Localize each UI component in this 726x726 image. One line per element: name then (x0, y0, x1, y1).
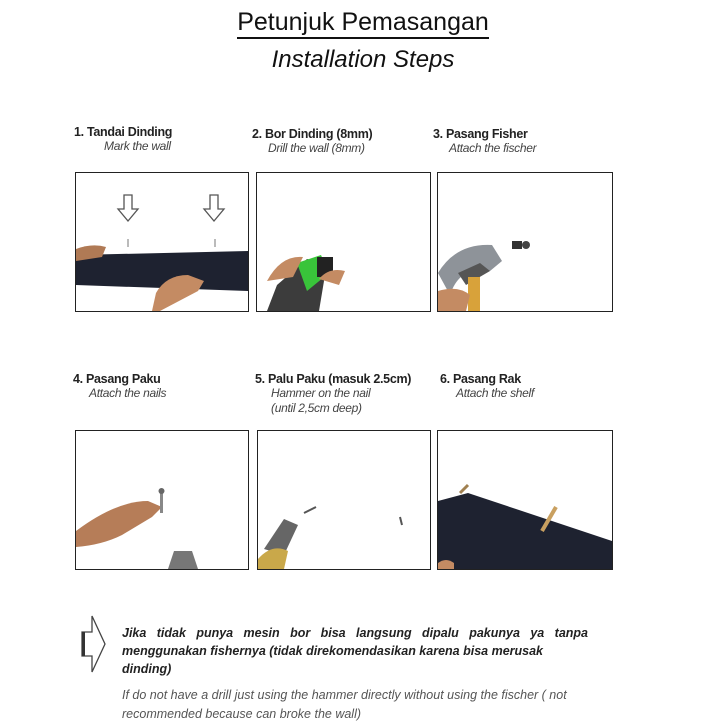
step-title: 3. Pasang Fisher (433, 127, 528, 141)
step-subtitle: Attach the nails (89, 386, 167, 400)
step-title: 2. Bor Dinding (8mm) (252, 127, 373, 141)
step-subtitle: Drill the wall (8mm) (268, 141, 365, 155)
mark-wall-image (75, 172, 249, 312)
step-title: 6. Pasang Rak (440, 372, 521, 386)
hammer-fischer-image (437, 172, 613, 312)
note-id-line-2: menggunakan fishernya (tidak direkomendasikan karena bisa merusak dinding) (122, 644, 543, 676)
step-title: 5. Palu Paku (masuk 2.5cm) (255, 372, 412, 386)
step-subtitle: Hammer on the nail (271, 386, 371, 400)
note-english: If do not have a drill just using the hammer directly without using the fischer ( not recommended because can broke the wall) (122, 688, 567, 721)
title-text: Petunjuk Pemasangan (237, 8, 489, 39)
drill-image (256, 172, 431, 312)
step-6-heading (440, 372, 534, 401)
page-subtitle: Installation Steps (271, 46, 455, 73)
step-4-heading (73, 372, 166, 401)
step-5-heading (255, 372, 411, 416)
step-subtitle: Mark the wall (104, 139, 171, 153)
step-2-heading (252, 127, 372, 156)
step-subtitle: Attach the shelf (456, 386, 534, 400)
step-title: 4. Pasang Paku (73, 372, 161, 386)
note-id-line-1: Jika tidak punya mesin bor bisa langsung dipalu pakunya ya tanpa (122, 626, 588, 640)
step-subtitle: Attach the fischer (449, 141, 537, 155)
arrow-right-icon (80, 614, 106, 674)
step-subtitle-2: (until 2,5cm deep) (271, 401, 362, 415)
nail-image (75, 430, 249, 570)
hammer-nail-image (257, 430, 431, 570)
step-title: 1. Tandai Dinding (74, 125, 173, 139)
shelf-image (437, 430, 613, 570)
step-3-heading (433, 127, 536, 156)
note (122, 624, 588, 724)
page-title (0, 8, 726, 37)
step-1-heading (74, 125, 172, 154)
